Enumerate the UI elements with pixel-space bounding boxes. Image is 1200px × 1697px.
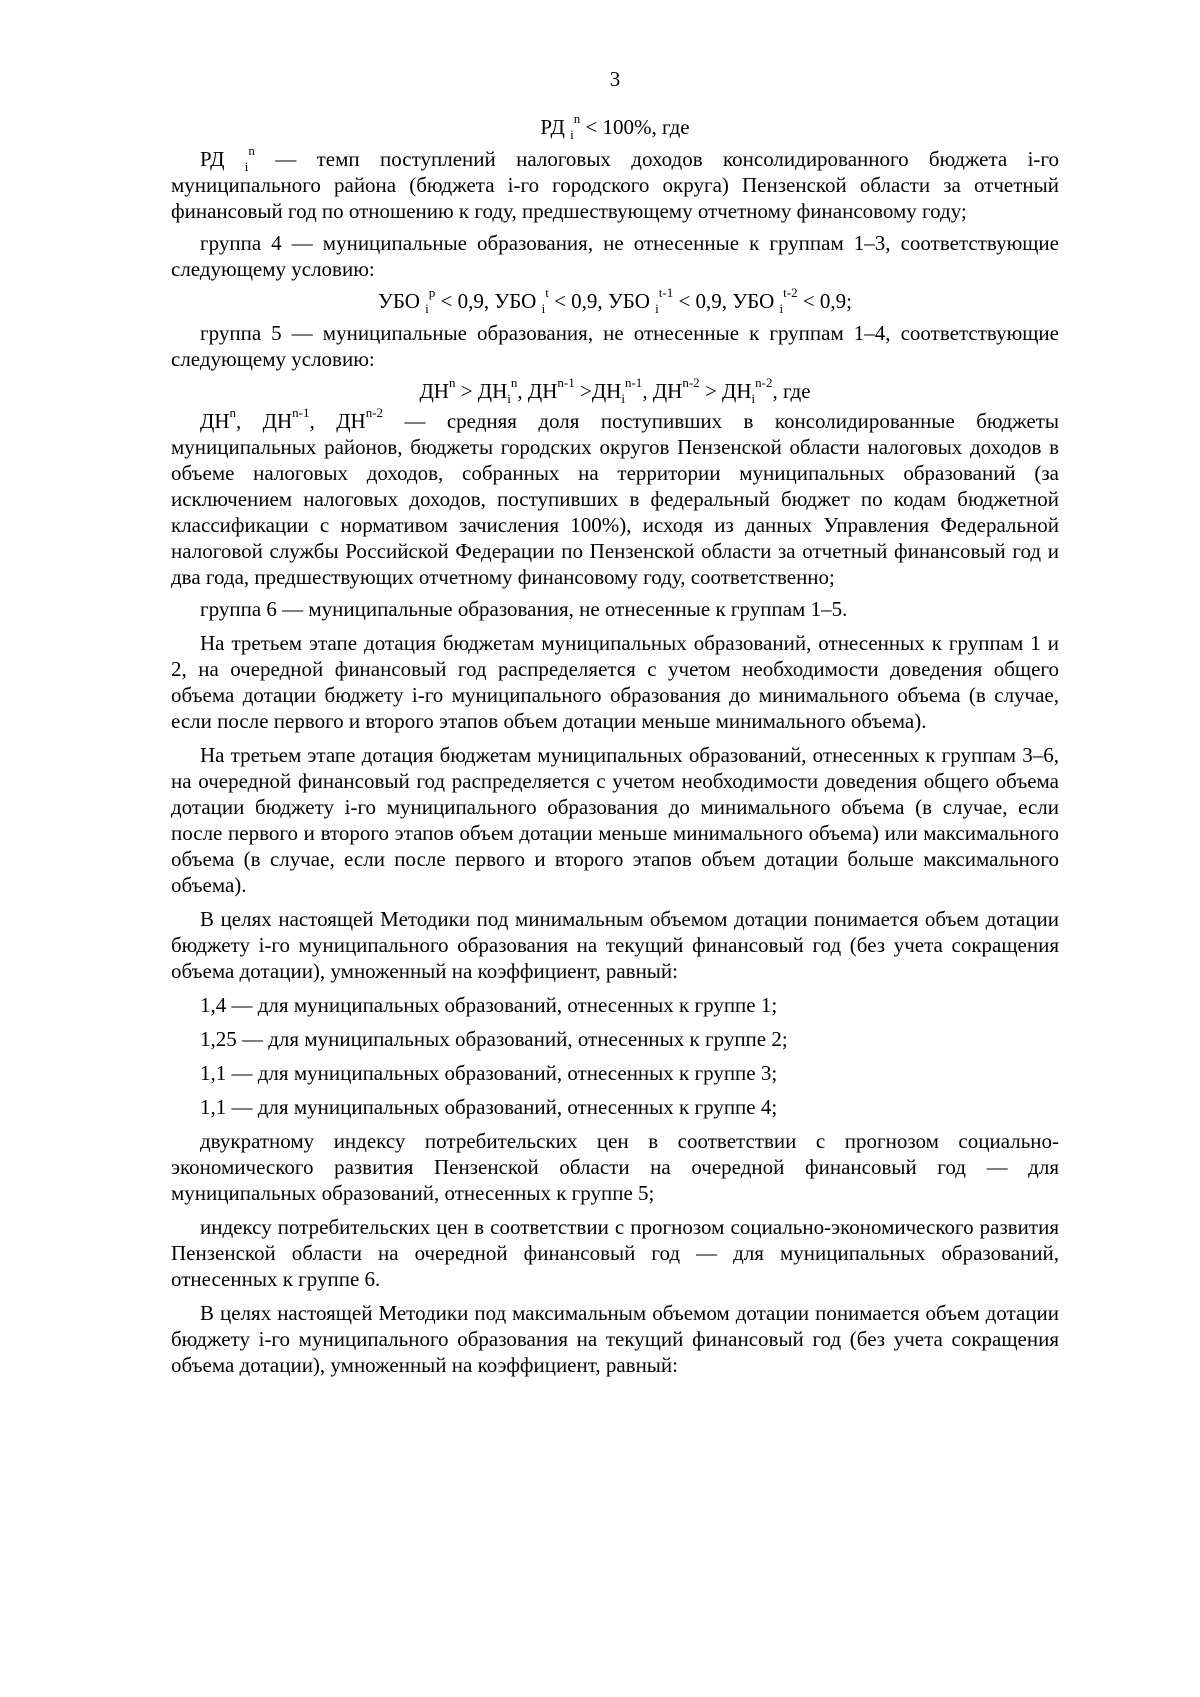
ubo-term-2: УБО (494, 289, 537, 313)
ubo-term-3: УБО (607, 289, 650, 313)
dn-sep-1: , (517, 379, 528, 403)
dn-def-a1: ДН (200, 409, 230, 433)
dn-b1-sup: n (510, 375, 518, 390)
ubo-sup-3: t-1 (658, 285, 674, 300)
dn-a1-sup: n (448, 375, 456, 390)
ubo-sub-1: i (425, 301, 429, 317)
rd-sub: i (244, 159, 249, 175)
dn-def-a1-sup: n (229, 405, 236, 420)
ubo-sup-2: t (545, 285, 549, 300)
dn-b1-sub: i (507, 391, 511, 407)
ubo-sub-4: i (779, 301, 784, 317)
ubo-rel-2: < 0,9, (548, 289, 608, 313)
ubo-term-1: УБО (377, 289, 420, 313)
ubo-sup-4: t-2 (783, 285, 798, 300)
ubo-rel-3: < 0,9, (673, 289, 733, 313)
paragraph-double-cpi: двукратному индексу потребительских цен в соответствии с прогнозом социально-экономического развития Пензенской области на очередной финансовый год — для муниципальных образований, отнесенных к группе 5; (171, 1129, 1059, 1205)
dn-a2-sup: n-1 (557, 375, 575, 390)
paragraph-stage-3-groups-3-6: На третьем этапе дотация бюджетам муниципальных образований, отнесенных к группам 3–6, на очередной финансовый год распределяется с учетом необходимости доведения общего объема дотации бюджету i-го муниципального образования до минимального объема (в случае, если после первого и второго этапов объем дотации меньше минимального объема) или максимального объема (в случае, если после первого и второго этапов объем дотации больше максимального объема). (171, 743, 1059, 897)
paragraph-maximum-volume: В целях настоящей Методики под максимальным объемом дотации понимается объем дотации бюджету i-го муниципального образования на текущий финансовый год (без учета сокращения объема дотации), умноженный на коэффициент, равный: (171, 1301, 1059, 1377)
paragraph-minimum-volume: В целях настоящей Методики под минимальным объемом дотации понимается объем дотации бюджету i-го муниципального образования на текущий финансовый год (без учета сокращения объема дотации), умноженный на коэффициент, равный: (171, 907, 1059, 983)
formula-rd-symbol: РД (540, 115, 565, 139)
ubo-sub-2: i (541, 301, 546, 317)
dn-tail: , где (772, 379, 811, 403)
dn-a2: ДН (527, 379, 558, 403)
rd-symbol: РД (200, 147, 225, 171)
dn-def-sep-1: , (236, 409, 263, 433)
ubo-rel-1: < 0,9, (435, 289, 495, 313)
list-item-coef-group-4: 1,1 — для муниципальных образований, отнесенных к группе 4; (200, 1095, 778, 1119)
paragraph-group-4: группа 4 — муниципальные образования, не отнесенные к группам 1–3, соответствующие следующему условию: (171, 231, 1059, 281)
dn-def-sep-2: , (309, 409, 337, 433)
dn-def-a2: ДН (262, 409, 293, 433)
rd-definition-text: — темп поступлений налоговых доходов консолидированного бюджета i-го муниципального района (бюджета i-го городского округа) Пензенской области за отчетный финансовый год по отношению к году, предшествующему отчетному финансовому году; (171, 147, 1060, 223)
dn-op-2: > (574, 379, 592, 403)
rd-sup: n (248, 143, 255, 158)
paragraph-group-5: группа 5 — муниципальные образования, не отнесенные к группам 1–4, соответствующие следующему условию: (171, 321, 1059, 371)
paragraph-dn-definition (171, 405, 1060, 590)
dn-def-a3-sup: n-2 (365, 405, 384, 420)
list-item-coef-group-2: 1,25 — для муниципальных образований, отнесенных к группе 2; (200, 1027, 788, 1051)
dn-op-1: > (455, 379, 478, 403)
formula-rd-rhs: < 100%, где (580, 115, 690, 139)
dn-a3-sup: n-2 (682, 375, 700, 390)
formula-ubo (171, 285, 1059, 317)
page-number: 3 (609, 67, 621, 91)
paragraph-group-6: группа 6 — муниципальные образования, не отнесенные к группам 1–5. (200, 597, 848, 621)
dn-b2: ДН (591, 379, 622, 403)
formula-dn (171, 375, 1059, 407)
paragraph-rd-definition (171, 143, 1060, 224)
dn-op-3: > (699, 379, 722, 403)
dn-b2-sup: n-1 (624, 375, 643, 390)
dn-b3-sup: n-2 (755, 375, 773, 390)
dn-b2-sub: i (621, 391, 625, 407)
dn-b3: ДН (722, 379, 752, 403)
dn-a3: ДН (652, 379, 683, 403)
formula-rd-sup: n (573, 111, 581, 126)
dn-def-text: — средняя доля поступивших в консолидированные бюджеты муниципальных районов, бюджеты городских округов Пензенской области налоговых доходов в объеме налоговых доходов, собранных на территории муниципальных образований (за исключением налоговых доходов, поступивших в федеральный бюджет по кодам бюджетной классификации с нормативом зачисления 100%), исходя из данных Управления Федеральной налоговой службы Российской Федерации по Пензенской области за отчетный финансовый год и два года, предшествующих отчетному финансовому году, соответственно; (171, 409, 1060, 589)
list-item-coef-group-1: 1,4 — для муниципальных образований, отнесенных к группе 1; (200, 993, 778, 1017)
formula-rd-sub: i (570, 127, 574, 143)
ubo-sup-1: p (428, 285, 436, 300)
ubo-sub-3: i (655, 301, 659, 317)
dn-b3-sub: i (751, 391, 756, 407)
ubo-term-4: УБО (732, 289, 775, 313)
document-page (171, 66, 1059, 1384)
dn-b1: ДН (477, 379, 508, 403)
dn-sep-2: , (642, 379, 653, 403)
paragraph-stage-3-groups-1-2: На третьем этапе дотация бюджетам муниципальных образований, отнесенных к группам 1 и 2, на очередной финансовый год распределяется с учетом необходимости доведения общего объема дотации бюджету i-го муниципального образования до минимального объема (в случае, если после первого и второго этапов объем дотации меньше минимального объема). (171, 631, 1059, 733)
ubo-rel-4: < 0,9; (797, 289, 853, 313)
dn-a1: ДН (419, 379, 449, 403)
dn-def-a3: ДН (336, 409, 366, 433)
formula-rd (171, 111, 1059, 143)
dn-def-a2-sup: n-1 (292, 405, 310, 420)
list-item-coef-group-3: 1,1 — для муниципальных образований, отнесенных к группе 3; (200, 1061, 778, 1085)
paragraph-cpi: индексу потребительских цен в соответствии с прогнозом социально-экономического развития Пензенской области на очередной финансовый год — для муниципальных образований, отнесенных к группе 6. (171, 1215, 1059, 1291)
